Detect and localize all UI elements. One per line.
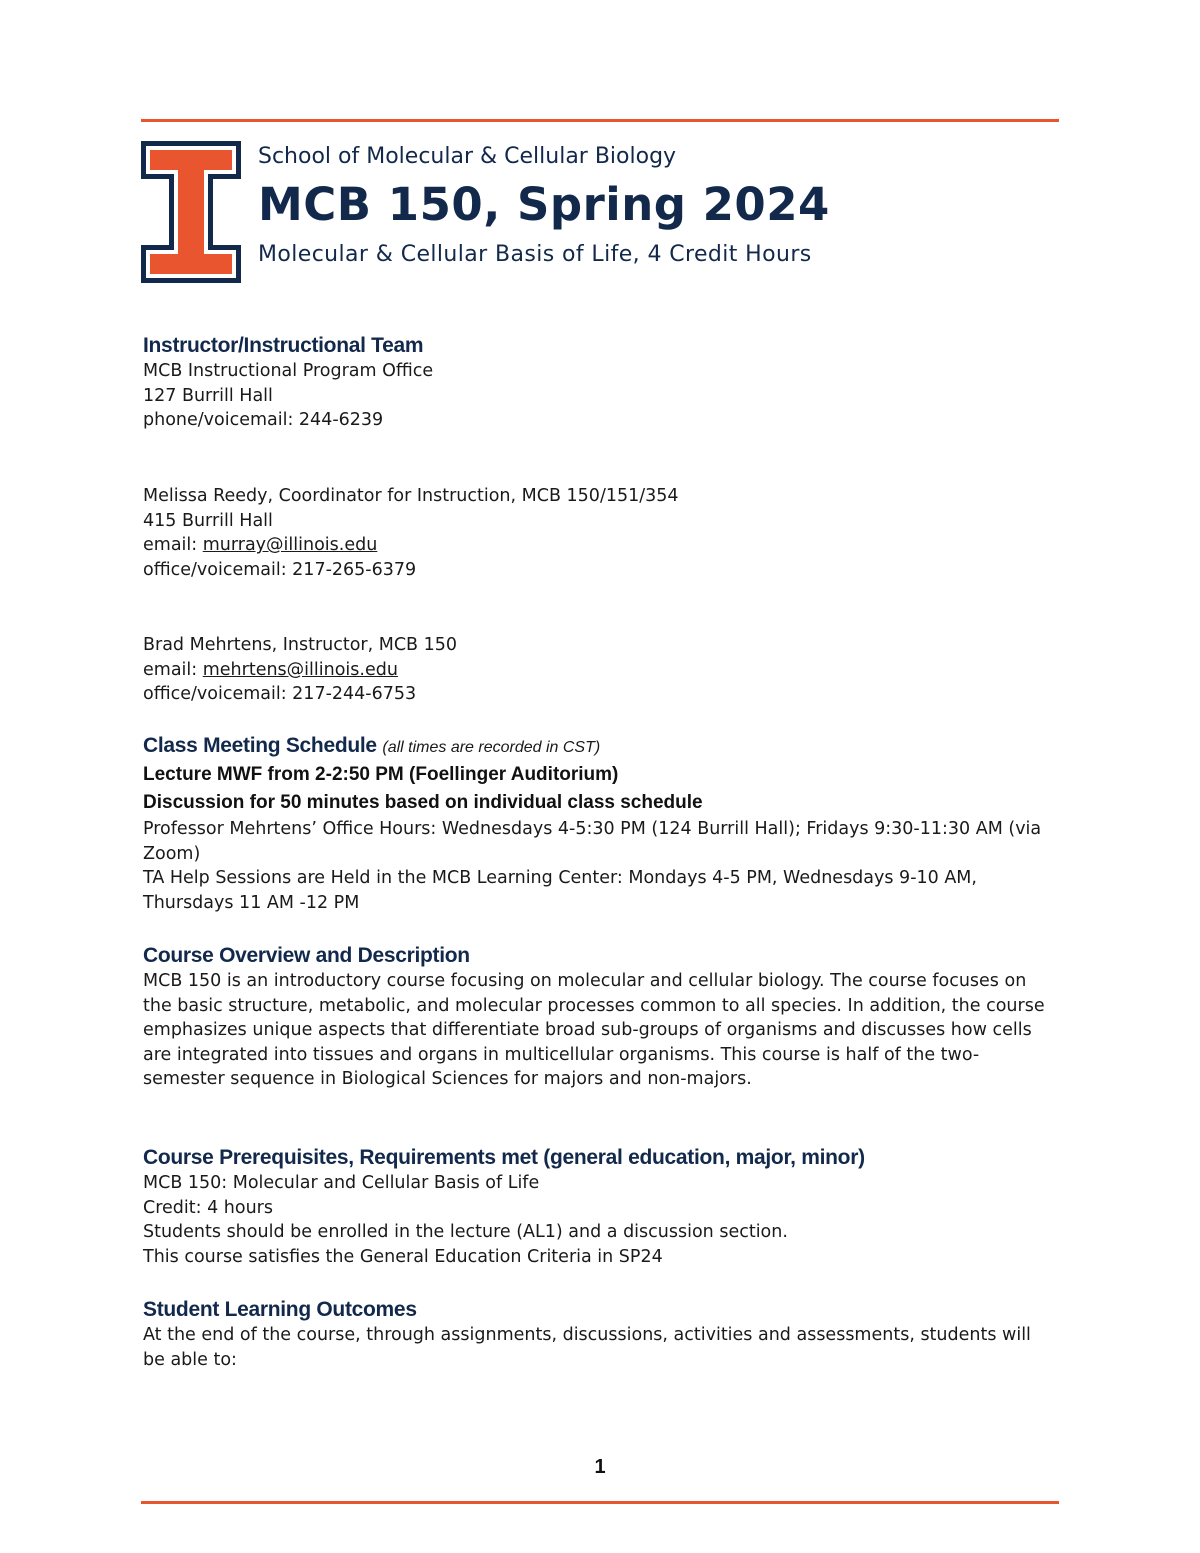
prereq-line: This course satisfies the General Education Criteria in SP24 (143, 1246, 663, 1267)
coordinator-email-label: email: (143, 535, 203, 556)
prereq-section (143, 1145, 1058, 1269)
schedule-heading-text: Class Meeting Schedule (143, 734, 377, 757)
coordinator-contact (143, 484, 1058, 582)
office-hours: Professor Mehrtens’ Office Hours: Wednesdays 4-5:30 PM (124 Burrill Hall); Fridays 9:30-11:30 AM (via Zoom) (143, 819, 1042, 864)
instructor-section (143, 333, 1058, 433)
course-subtitle: Molecular & Cellular Basis of Life, 4 Credit Hours (258, 242, 812, 267)
block-i-logo (141, 141, 241, 283)
bottom-rule (141, 1501, 1059, 1504)
coordinator-name: Melissa Reedy, Coordinator for Instruction, MCB 150/151/354 (143, 486, 679, 506)
instructor-contact (143, 633, 1058, 707)
overview-heading: Course Overview and Description (143, 944, 470, 967)
office-location: 127 Burrill Hall (143, 385, 273, 406)
schedule-note: (all times are recorded in CST) (382, 739, 601, 756)
coordinator-location: 415 Burrill Hall (143, 510, 273, 531)
prereq-line: Students should be enrolled in the lecture (AL1) and a discussion section. (143, 1222, 788, 1243)
page-number: 1 (594, 1456, 606, 1478)
outcomes-heading: Student Learning Outcomes (143, 1298, 417, 1321)
overview-text: MCB 150 is an introductory course focusing on molecular and cellular biology. The course focuses on the basic structure, metabolic, and molecular processes common to all species. In addition, the course emphasizes unique aspects that differentiate broad sub-groups of organisms and discusses how cells are integrated into tissues and organs in multicellular organisms. This course is half of the two-semester sequence in Biological Sciences for majors and non-majors. (143, 971, 1045, 1090)
outcomes-section (143, 1297, 1058, 1372)
coordinator-phone: office/voicemail: 217-265-6379 (143, 559, 417, 580)
prereq-line: MCB 150: Molecular and Cellular Basis of Life (143, 1173, 540, 1193)
discussion-time: Discussion for 50 minutes based on individual class schedule (143, 792, 703, 813)
instructor-email-line (143, 658, 1058, 683)
instructor-name: Brad Mehrtens, Instructor, MCB 150 (143, 635, 458, 655)
office-name: MCB Instructional Program Office (143, 361, 434, 381)
instructor-email-link[interactable]: mehrtens@illinois.edu (202, 659, 398, 680)
prereq-line: Credit: 4 hours (143, 1197, 273, 1218)
ta-sessions: TA Help Sessions are Held in the MCB Learning Center: Mondays 4-5 PM, Wednesdays 9-10 AM, Thursdays 11 AM -12 PM (143, 868, 977, 913)
coordinator-email-link[interactable]: murray@illinois.edu (202, 535, 378, 556)
course-title: MCB 150, Spring 2024 (258, 178, 830, 231)
prereq-heading: Course Prerequisites, Requirements met (general education, major, minor) (143, 1146, 865, 1169)
school-name: School of Molecular & Cellular Biology (258, 144, 677, 169)
instructor-email-label: email: (143, 659, 203, 680)
lecture-time: Lecture MWF from 2-2:50 PM (Foellinger Auditorium) (143, 764, 619, 785)
outcomes-text: At the end of the course, through assignments, discussions, activities and assessments, students will be able to: (143, 1325, 1031, 1370)
instructor-phone: office/voicemail: 217-244-6753 (143, 684, 417, 705)
instructor-heading: Instructor/Instructional Team (143, 334, 424, 357)
coordinator-email-line (143, 533, 1058, 558)
top-rule (141, 119, 1059, 122)
schedule-heading (143, 733, 1058, 761)
office-phone: phone/voicemail: 244-6239 (143, 410, 384, 431)
overview-section (143, 943, 1058, 1092)
schedule-section (143, 733, 1058, 915)
